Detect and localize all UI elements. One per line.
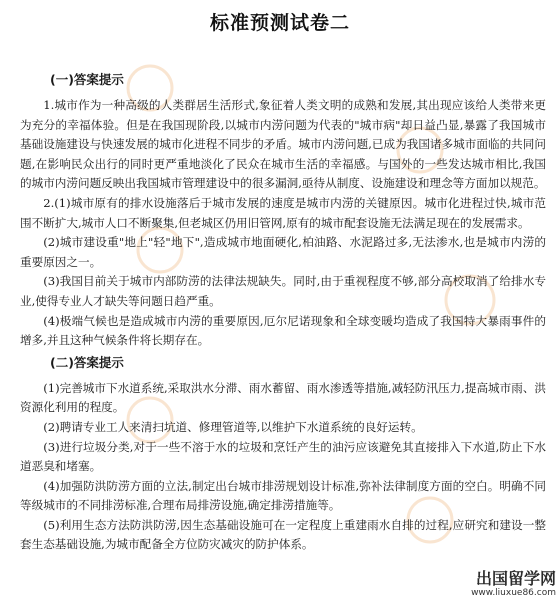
site-logo — [452, 570, 556, 600]
paragraph: (1)完善城市下水道系统,采取洪水分滞、雨水蓄留、雨水渗透等措施,减轻防汛压力,提高城市雨、洪资源化利用的程度。 — [20, 380, 547, 415]
answer-content — [20, 70, 546, 555]
logo-text: 出国留学网 — [475, 569, 556, 588]
logo-url: www.liuxue86.com — [471, 588, 556, 598]
paragraph: (3)进行垃圾分类,对于一些不溶于水的垃圾和烹饪产生的油污应该避免其直接排入下水道,防止下水道恶臭和堵塞。 — [20, 439, 546, 474]
paragraph: (4)加强防洪防涝方面的立法,制定出台城市排涝规划设计标准,弥补法律制度方面的空白。明确不同等级城市的不同排涝标准,合理布局排涝设施,确定排涝措施等。 — [20, 478, 546, 513]
paragraph: (2)聘请专业工人来清扫坑道、修理管道等,以维护下水道系统的良好运转。 — [43, 419, 423, 434]
paragraph: 1.城市作为一种高级的人类群居生活形式,象征着人类文明的成熟和发展,其出现应该给人类带来更为充分的幸福体验。但是在我国现阶段,以城市内涝问题为代表的"城市病"却日益凸显,暴露了我国城市基础设施建设与快速发展的城市化进程不同步的矛盾。城市内涝问题,已成为我国诸多城市面临的共同问题,在影响民众出行的同时更严重地淡化了民众在城市生活的幸福感。与国外的一些发达城市相比,我国的城市内涝问题反映出我国城市管理建设中的很多漏洞,亟待从制度、设施建设和理念等方面加以规范。 — [20, 98, 546, 191]
paragraph: 2.(1)城市原有的排水设施落后于城市发展的速度是城市内涝的关键原因。城市化进程过快,城市范围不断扩大,城市人口不断聚集,但老城区仍用旧管网,原有的城市配套设施无法满足现在的发展需求。 — [20, 195, 546, 230]
paragraph: (3)我国目前关于城市内部防涝的法律法规缺失。同时,由于重视程度不够,部分高校取消了给排水专业,使得专业人才缺失等问题日趋严重。 — [20, 274, 546, 308]
section-heading-1: (一)答案提示 — [50, 72, 124, 87]
paragraph: (5)利用生态方法防洪防涝,因生态基础设施可在一定程度上重建雨水自排的过程,应研究和建设一整套生态基础设施,为城市配备全方位防灾减灾的防护体系。 — [20, 517, 546, 552]
paragraph: (2)城市建设重"地上"轻"地下",造成城市地面硬化,柏油路、水泥路过多,无法渗水,也是城市内涝的重要原因之一。 — [20, 235, 546, 269]
section-heading-2: (二)答案提示 — [50, 354, 124, 370]
page-title: 标准预测试卷二 — [209, 12, 350, 34]
paragraph: (4)极端气候也是造成城市内涝的重要原因,厄尔尼诺现象和全球变暖均造成了我国特大暴雨事件的增多,并且这种气候条件将长期存在。 — [20, 313, 546, 348]
